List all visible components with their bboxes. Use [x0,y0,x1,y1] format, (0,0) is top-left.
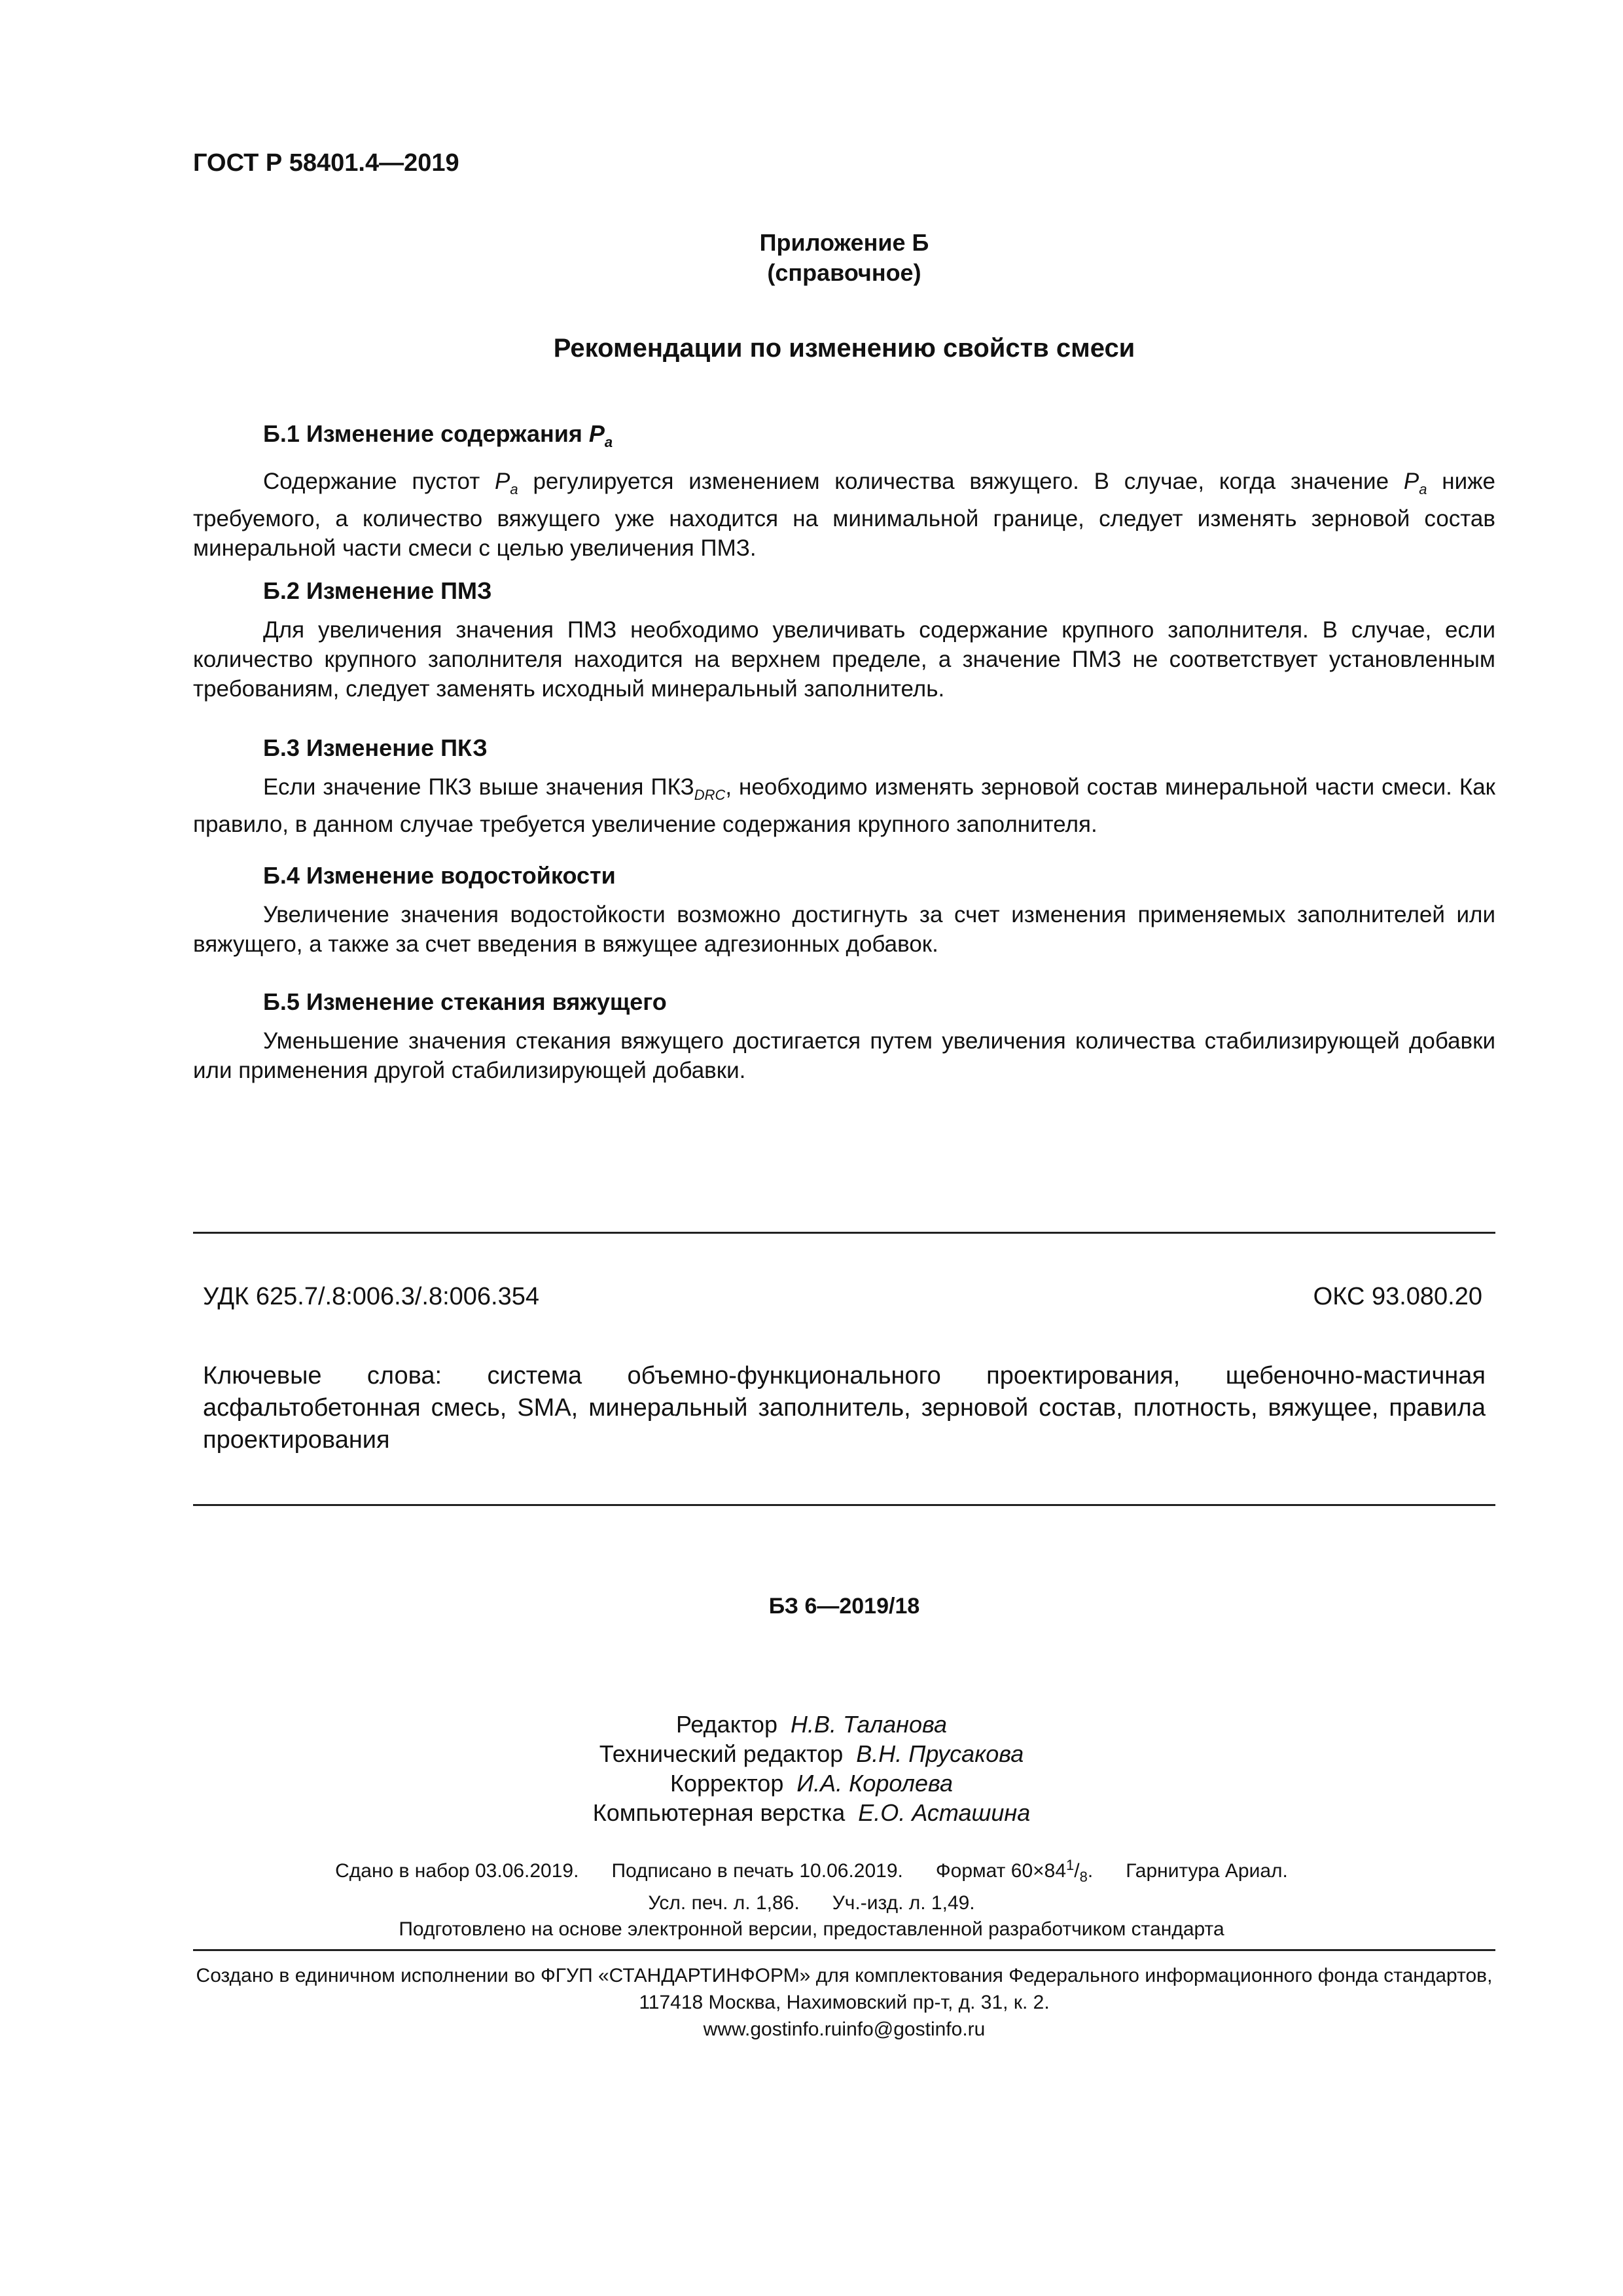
annex-title: Приложение Б [759,229,929,256]
divider-footer [193,1949,1495,1951]
signed-date: Подписано в печать 10.06.2019. [611,1860,903,1882]
editors-block [0,1710,1623,1827]
section-b3 [193,733,1495,839]
section-b1-text: Содержание пустот $P_a$ регулируется изменением количества вяжущего. В случае, когда значение $P_a$ ниже требуемого, а количество вяжущего уже находится на минимальной границе, следует изменять зерновой состав минеральной части смеси с целью увеличения ПМЗ. [193,469,1495,562]
imprint-block [0,1852,1623,1943]
document-code: ГОСТ Р 58401.4—2019 [193,149,459,177]
editor-line: Редактор Н.В. Таланова [676,1711,947,1738]
udk-code: УДК 625.7/.8:006.3/.8:006.354 [203,1283,540,1310]
paper-format: Формат $60\times 84^1/_8$. [935,1857,1094,1885]
prepared-note: Подготовлено на основе электронной версии, предоставленной разработчиком стандарта [399,1918,1224,1940]
section-b1-heading: Б.1 Изменение содержания $P_a$ [263,420,613,451]
annex-type: (справочное) [767,259,921,286]
section-b4 [193,861,1495,959]
footer-site-link[interactable]: www.gostinfo.ru [703,2018,842,2040]
section-b2 [193,576,1495,704]
corrector-line: Корректор И.А. Королева [670,1770,953,1797]
section-b3-heading: Б.3 Изменение ПКЗ [263,734,488,761]
section-b1 [193,419,1495,563]
section-b5-heading: Б.5 Изменение стекания вяжущего [263,988,667,1015]
footer-contacts [193,2016,1495,2043]
tech-editor-line: Технический редактор В.Н. Прусакова [599,1740,1024,1767]
oks-code: ОКС 93.080.20 [1313,1283,1482,1310]
submitted-date: Сдано в набор 03.06.2019. [335,1860,579,1882]
divider-bottom [193,1504,1495,1506]
footer-email-link[interactable]: info@gostinfo.ru [842,2018,986,2040]
bz-code: БЗ 6—2019/18 [768,1594,920,1619]
annex-heading [193,228,1495,288]
publisher-sheets: Уч.-изд. л. 1,49. [832,1892,975,1914]
layout-line: Компьютерная верстка Е.О. Асташина [592,1799,1031,1826]
section-b3-text: Если значение ПКЗ выше значения $ПКЗ_{DRC}$, необходимо изменять зерновой состав минеральной части смеси. Как правило, в данном случае требуется увеличение содержания крупного заполнителя. [193,774,1495,837]
divider-top [193,1232,1495,1234]
section-b4-heading: Б.4 Изменение водостойкости [263,862,616,889]
footer-block [193,1962,1495,2043]
section-b2-heading: Б.2 Изменение ПМЗ [263,577,492,604]
keywords: Ключевые слова: система объемно-функционального проектирования, щебеночно-мастичная асфальтобетонная смесь, SMA, минеральный заполнитель, зерновой состав, плотность, вяжущее, правила проектирования [203,1362,1486,1454]
imprint-line-1 [0,1852,1623,1890]
print-sheets: Усл. печ. л. 1,86. [648,1892,800,1914]
footer-publisher: Создано в единичном исполнении во ФГУП «СТАНДАРТИНФОРМ» для комплектования Федерального информационного фонда стандартов, 117418 Москва, Нахимовский пр-т, д. 31, к. 2. [196,1965,1493,2013]
section-b2-text: Для увеличения значения ПМЗ необходимо увеличивать содержание крупного заполнителя. В случае, если количество крупного заполнителя находится на верхнем пределе, а значение ПМЗ не соответствует установленным требованиям, следует заменять исходный минеральный заполнитель. [193,617,1495,702]
main-title: Рекомендации по изменению свойств смеси [553,334,1135,363]
section-b5-text: Уменьшение значения стекания вяжущего достигается путем увеличения количества стабилизирующей добавки или применения другой стабилизирующей добавки. [193,1028,1495,1083]
section-b5 [193,987,1495,1085]
typeface: Гарнитура Ариал. [1126,1860,1288,1882]
imprint-line-2 [0,1890,1623,1916]
section-b4-text: Увеличение значения водостойкости возможно достигнуть за счет изменения применяемых заполнителей или вяжущего, а также за счет введения в вяжущее адгезионных добавок. [193,902,1495,957]
